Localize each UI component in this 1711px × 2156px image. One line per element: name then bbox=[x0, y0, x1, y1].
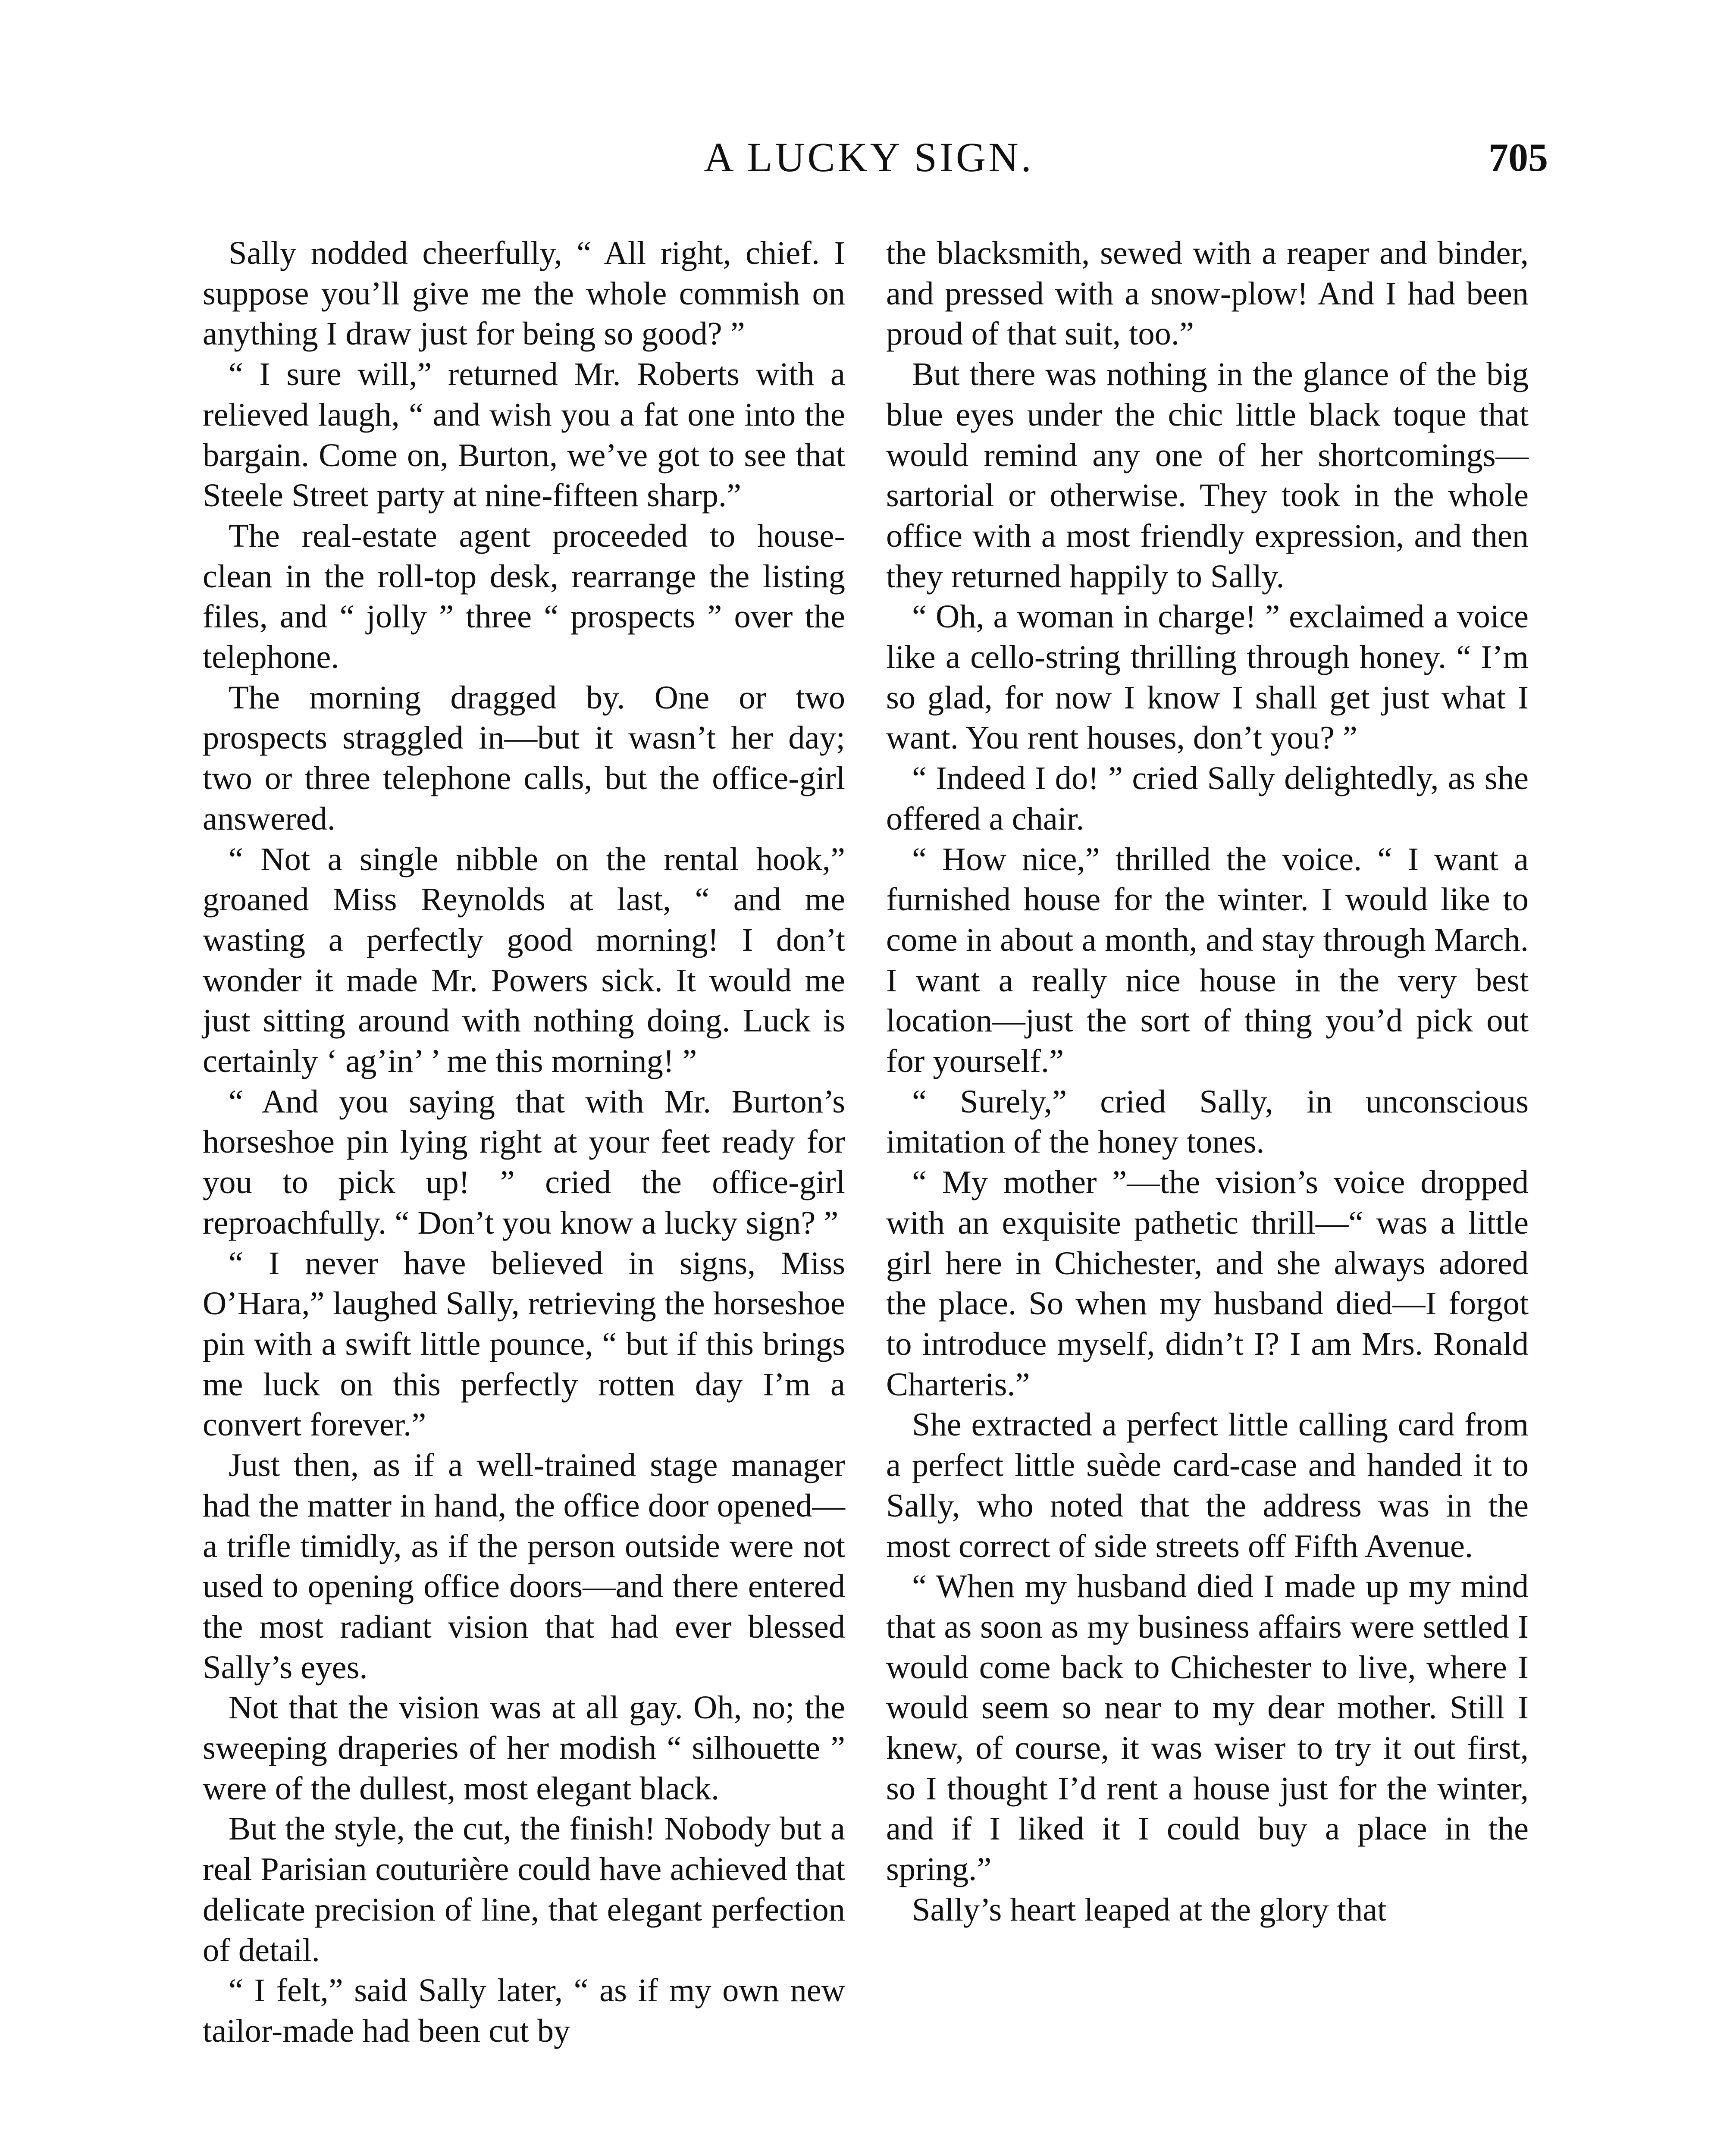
paragraph: “ I never have believed in signs, Miss O’Hara,” laughed Sally, retrieving the horseshoe pin with a swift little pounce, “ but if this brings me luck on this perfectly rotten day I’m a convert forever.” bbox=[203, 1244, 845, 1443]
paragraph: “ Not a single nibble on the rental hook,” groaned Miss Reynolds at last, “ and me wasting a perfectly good morning! I don’t wonder it made Mr. Powers sick. It would me just sitting around with nothing doing. Luck is certainly ‘ ag’in’ ’ me this morning! ” bbox=[203, 840, 845, 1080]
paragraph: “ Indeed I do! ” cried Sally delightedly, as she offered a chair. bbox=[886, 760, 1529, 837]
paragraph: “ Surely,” cried Sally, in unconscious imitation of the honey tones. bbox=[886, 1083, 1529, 1160]
paragraph: “ My mother ”—the vision’s voice dropped with an exquisite pathetic thrill—“ was a little girl here in Chichester, and she always adored the place. So when my husband died—I forgot to introduce myself, didn’t I? I am Mrs. Ronald Charteris.” bbox=[886, 1164, 1529, 1403]
paragraph: “ I felt,” said Sally later, “ as if my own new tailor-made had been cut by bbox=[203, 1972, 845, 2049]
paragraph: Sally’s heart leaped at the glory that bbox=[912, 1891, 1387, 1928]
paragraph: But there was nothing in the glance of the big blue eyes under the chic little black toque that would remind any one of her shortcomings—sartorial or otherwise. They took in the whole office with a most friendly expression, and then they returned happily to Sally. bbox=[886, 356, 1529, 595]
page-header bbox=[190, 129, 1548, 185]
paragraph: the blacksmith, sewed with a reaper and binder, and pressed with a snow-plow! And I had been proud of that suit, too.” bbox=[886, 235, 1529, 352]
paragraph: “ How nice,” thrilled the voice. “ I want a furnished house for the winter. I would like to come in about a month, and stay through March. I want a really nice house in the very best location—just the sort of thing you’d pick out for yourself.” bbox=[886, 840, 1529, 1080]
paragraph: The morning dragged by. One or two prospects straggled in—but it wasn’t her day; two or three telephone calls, but the office-girl answered. bbox=[203, 679, 845, 837]
paragraph: Not that the vision was at all gay. Oh, no; the sweeping draperies of her modish “ silhouette ” were of the dullest, most elegant black. bbox=[203, 1689, 845, 1807]
paragraph: “ Oh, a woman in charge! ” exclaimed a voice like a cello-string thrilling through honey. “ I’m so glad, for now I know I shall get just what I want. You rent houses, don’t you? ” bbox=[886, 598, 1529, 756]
paragraph: The real-estate agent proceeded to house-clean in the roll-top desk, rearrange the listing files, and “ jolly ” three “ prospects ” over the telephone. bbox=[203, 517, 845, 676]
running-title: A LUCKY SIGN. bbox=[704, 134, 1034, 180]
paragraph: “ When my husband died I made up my mind that as soon as my business affairs were settled I would come back to Chichester to live, where I would seem so near to my dear mother. Still I knew, of course, it was wiser to try it out first, so I thought I’d rent a house just for the winter, and if I liked it I could buy a place in the spring.” bbox=[886, 1568, 1529, 1888]
paragraph: Just then, as if a well-trained stage manager had the matter in hand, the office door opened—a trifle timidly, as if the person outside were not used to opening office doors—and there entered the most radiant vision that had ever blessed Sally’s eyes. bbox=[203, 1447, 845, 1686]
right-column bbox=[886, 233, 1529, 1930]
paragraph: “ I sure will,” returned Mr. Roberts with a relieved laugh, “ and wish you a fat one into the bargain. Come on, Burton, we’ve got to see that Steele Street party at nine-fifteen sharp.” bbox=[203, 356, 845, 514]
page-number: 705 bbox=[1489, 135, 1548, 179]
paragraph: But the style, the cut, the finish! Nobody but a real Parisian couturière could have achieved that delicate precision of line, that elegant perfection of detail. bbox=[203, 1810, 845, 1968]
paragraph: She extracted a perfect little calling card from a perfect little suède card-case and handed it to Sally, who noted that the address was in the most correct of side streets off Fifth Avenue. bbox=[886, 1406, 1529, 1564]
paragraph: “ And you saying that with Mr. Burton’s horseshoe pin lying right at your feet ready for you to pick up! ” cried the office-girl reproachfully. “ Don’t you know a lucky sign? ” bbox=[203, 1083, 845, 1241]
left-column bbox=[203, 233, 845, 2051]
paragraph: Sally nodded cheerfully, “ All right, chief. I suppose you’ll give me the whole commish on anything I draw just for being so good? ” bbox=[203, 235, 845, 352]
